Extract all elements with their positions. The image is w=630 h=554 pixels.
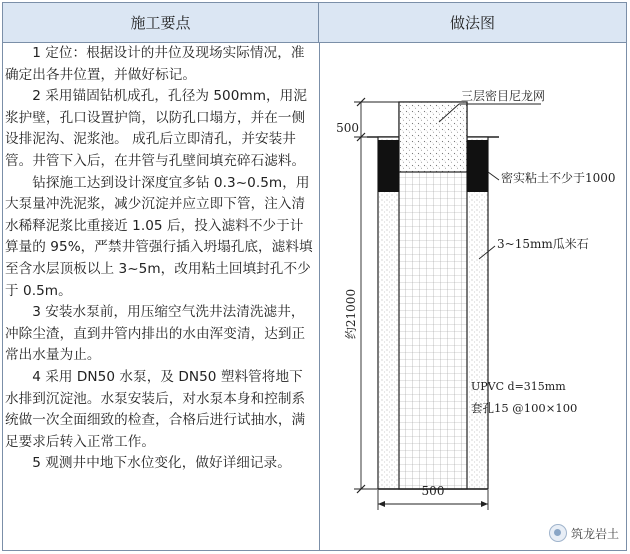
dim-bottom-label: 500: [421, 484, 445, 498]
label-clay: 密实粘土不少于1000: [501, 171, 616, 185]
nylon-net: [399, 102, 467, 172]
dim-depth-label: 约21000: [344, 288, 358, 340]
clay-seal-right: [467, 140, 488, 192]
leader-clay: [488, 172, 499, 180]
watermark: [549, 524, 619, 542]
step-4: 4 采用 DN50 水泵，及 DN50 塑料管将地下水排到沉淀池。水泵安装后，对水泵本身和控制系统做一次全面细致的检查，合格后进行试抽水，满足要求后转入正常工作。: [5, 368, 306, 450]
dim-top-label: 500: [336, 121, 359, 135]
column-divider: [319, 43, 320, 550]
step-5: 5 观测井中地下水位变化，做好详细记录。: [32, 455, 291, 472]
step-3: 3 安装水泵前，用压缩空气洗井法清洗滤井，冲除尘渣，直到井管内排出的水由浑变清，达到正常出水量为止。: [5, 304, 306, 364]
brand-logo-icon: [549, 524, 567, 542]
header-construction-points: 施工要点: [3, 3, 319, 43]
step-1: 1 定位：根据设计的井位及现场实际情况，准确定出各井位置，并做好标记。: [5, 45, 305, 83]
step-2: 2 采用锚固钻机成孔，孔径为 500mm，用泥浆护壁，孔口设置护筒，以防孔口塌方，并在一侧设排泥沟、泥浆池。 成孔后立即清孔，并安装井管。井管下入后，在井管与孔壁间填充碎石滤料。: [5, 88, 307, 169]
clay-seal-left: [378, 140, 399, 192]
construction-points-text: [5, 43, 315, 549]
header-method-diagram: 做法图: [319, 3, 626, 43]
well-diagram: [321, 44, 627, 550]
step-2-drilling: 钻探施工达到设计深度宜多钻 0.3~0.5m，用大泵量冲洗泥浆，减少沉淀并应立即下管，注入清水稀释泥浆比重接近 1.05 后，投入滤料不少于计算量的 95%，严禁井管强行插入坍塌孔底，滤料填至含水层顶板以上 3~5m，改用粘土回填封孔不少于 0.5m。: [5, 174, 313, 299]
watermark-text: 筑龙岩土: [570, 526, 619, 541]
label-holes: 套孔15 @100×100: [471, 401, 578, 415]
label-nylon-net: 三层密目尼龙网: [461, 89, 546, 103]
method-table: [2, 2, 627, 551]
label-gravel: 3~15mm瓜米石: [497, 237, 589, 251]
label-pipe: UPVC d=315mm: [471, 380, 566, 393]
